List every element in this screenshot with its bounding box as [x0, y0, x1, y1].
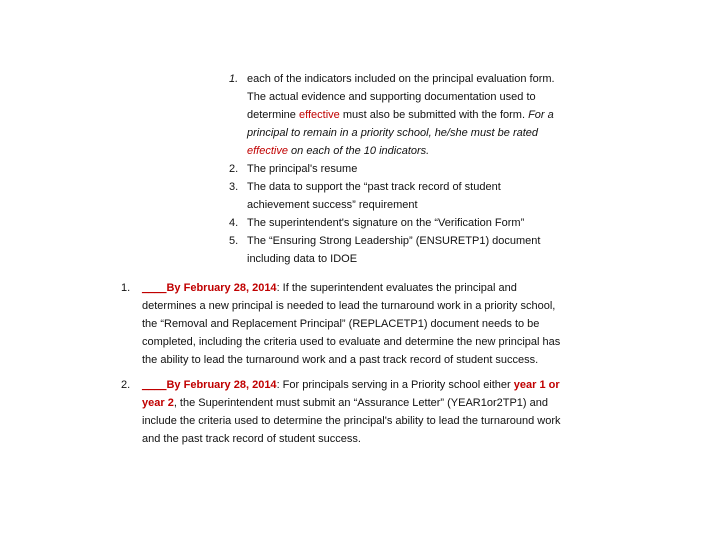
main-item-2-blank: ____ [142, 379, 167, 391]
sub-item-4-line-1: The superintendent's signature on the “Verification Form” [247, 217, 525, 229]
sub-item-5-number: 5. [229, 235, 239, 247]
sub-item-2-line-1: The principal's resume [247, 163, 358, 175]
main-item-1-line-4: completed, including the criteria used to evaluate and determine the new principal has [142, 336, 561, 348]
sub-item-5-line-2: including data to IDOE [247, 253, 358, 265]
main-item-2-number: 2. [121, 379, 131, 391]
sub-item-2-number: 2. [229, 163, 239, 175]
main-item-1-blank: ____ [142, 282, 167, 294]
main-item-1-line-2: determines a new principal is needed to lead the turnaround work in a priority school, [142, 300, 556, 312]
sub-item-5-line-1: The “Ensuring Strong Leadership” (ENSURETP1) document [247, 235, 541, 247]
main-item-2-line-2: year 2, the Superintendent must submit an “Assurance Letter” (YEAR1or2TP1) and [142, 397, 549, 409]
sub-item-1-line-4: principal to remain in a priority school, he/she must be rated [247, 127, 539, 139]
main-item-1-line-3: the “Removal and Replacement Principal” (REPLACETP1) document needs to be [142, 318, 540, 330]
sub-item-4-number: 4. [229, 217, 239, 229]
sub-item-3-line-1: The data to support the “past track record of student [247, 181, 501, 193]
sub-item-1-line-5: effective on each of the 10 indicators. [247, 145, 430, 157]
main-item-1-deadline: By February 28, 2014 [166, 282, 277, 294]
main-item-2-line-1: ____By February 28, 2014: For principals serving in a Priority school either year 1 or [142, 379, 560, 391]
main-item-1-line-1: ____By February 28, 2014: If the superintendent evaluates the principal and [142, 282, 517, 294]
main-item-1-line-5: the ability to lead the turnaround work and a past track record of student success. [142, 354, 539, 366]
sub-item-1-line-2: The actual evidence and supporting documentation used to [247, 91, 536, 103]
sub-item-3-line-2: achievement success” requirement [247, 199, 418, 211]
main-item-2-line-4: and the past track record of student success. [142, 433, 361, 445]
main-item-2-line-3: include the criteria used to determine the principal's ability to lead the turnaround work [142, 415, 561, 427]
main-item-1-number: 1. [121, 282, 131, 294]
sub-item-1-number: 1. [229, 73, 239, 85]
sub-item-3-number: 3. [229, 181, 239, 193]
main-item-2-deadline: By February 28, 2014 [166, 379, 277, 391]
sub-item-1-line-3: determine effective must also be submitted with the form. For a [247, 109, 554, 121]
sub-item-1-line-1: each of the indicators included on the principal evaluation form. [247, 73, 555, 85]
